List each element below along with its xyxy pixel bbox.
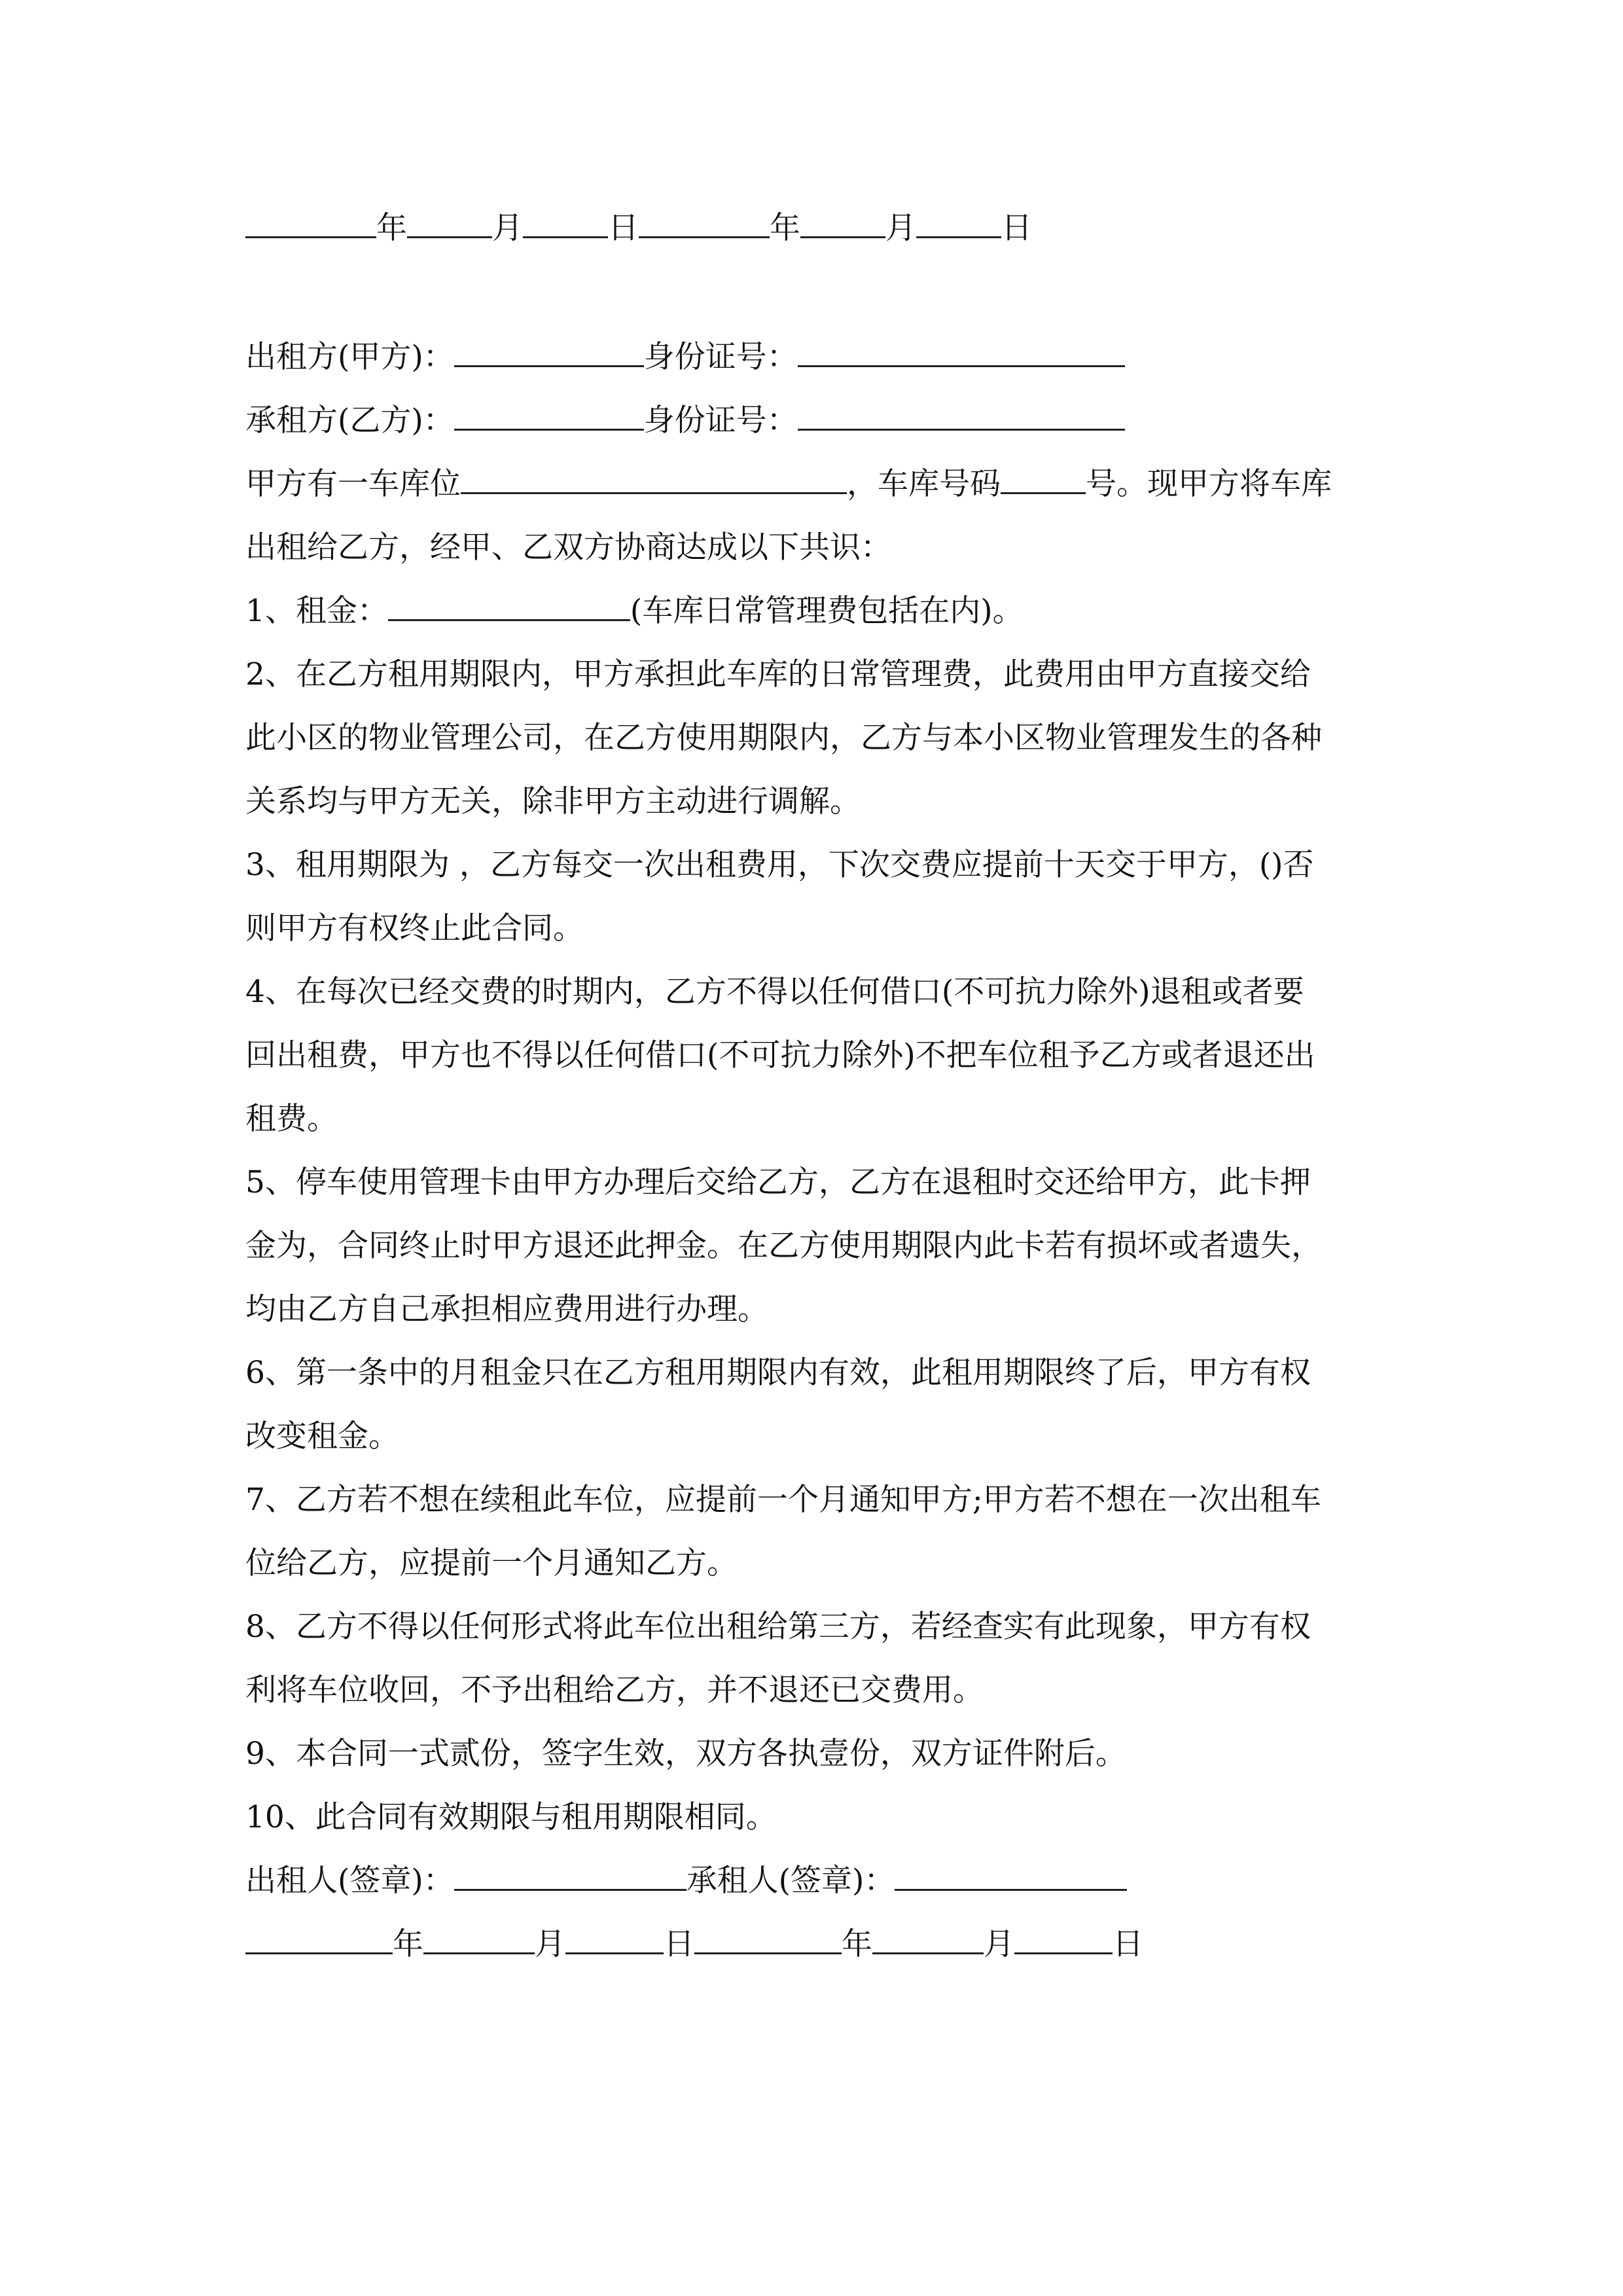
blank-day-4[interactable] — [1014, 1914, 1113, 1954]
intro-line-1 — [245, 452, 1332, 516]
lessor-name-blank[interactable] — [454, 327, 644, 367]
intro-text: 甲方有一车库位 — [245, 466, 461, 502]
signature-line — [245, 1849, 1127, 1912]
month-label: 月 — [984, 1926, 1014, 1962]
year-label: 年 — [842, 1926, 872, 1962]
lessor-line — [245, 325, 1125, 389]
lessee-name-blank[interactable] — [454, 391, 644, 431]
clause-3-line-2: 则甲方有权终止此合同。 — [245, 910, 584, 946]
blank-month-1[interactable] — [407, 198, 492, 238]
clause-text: (车库日常管理费包括在内)。 — [630, 593, 1024, 629]
blank-year-4[interactable] — [694, 1914, 842, 1954]
id-label: 身份证号： — [643, 403, 798, 439]
day-label: 日 — [1001, 210, 1032, 246]
blank-month-2[interactable] — [800, 198, 885, 238]
rent-blank[interactable] — [388, 581, 630, 621]
clause-6-line-2: 改变租金。 — [245, 1418, 399, 1454]
lessor-signature-blank[interactable] — [454, 1851, 687, 1891]
month-label: 月 — [492, 210, 523, 246]
clause-7-line-1: 7、乙方若不想在续租此车位，应提前一个月通知甲方;甲方若不想在一次出租车 — [245, 1482, 1321, 1518]
clause-9: 9、本合同一式贰份，签字生效，双方各执壹份，双方证件附后。 — [245, 1736, 1126, 1772]
intro-text: 号。现甲方将车库 — [1086, 466, 1332, 502]
month-label: 月 — [535, 1926, 565, 1962]
clause-7-line-2: 位给乙方，应提前一个月通知乙方。 — [245, 1545, 738, 1581]
blank-year-2[interactable] — [639, 198, 770, 238]
clause-5-line-1: 5、停车使用管理卡由甲方办理后交给乙方，乙方在退租时交还给甲方，此卡押 — [245, 1164, 1311, 1200]
month-label: 月 — [885, 210, 916, 246]
footer-date-line — [245, 1912, 1143, 1976]
clause-4-line-3: 租费。 — [245, 1101, 338, 1137]
id-label: 身份证号： — [643, 339, 798, 375]
lessee-line — [245, 389, 1125, 452]
clause-8-line-1: 8、乙方不得以任何形式将此车位出租给第三方，若经查实有此现象，甲方有权 — [245, 1609, 1311, 1645]
clause-5-line-3: 均由乙方自己承担相应费用进行办理。 — [245, 1291, 768, 1327]
blank-day-3[interactable] — [565, 1914, 664, 1954]
clause-2-line-1: 2、在乙方租用期限内，甲方承担此车库的日常管理费，此费用由甲方直接交给 — [245, 656, 1311, 692]
day-label: 日 — [1113, 1926, 1143, 1962]
clause-text: 1、租金： — [245, 593, 388, 629]
lessor-signature-label: 出租人(签章)： — [245, 1863, 454, 1899]
blank-day-1[interactable] — [523, 198, 608, 238]
year-label: 年 — [376, 210, 407, 246]
clause-2-line-3: 关系均与甲方无关，除非甲方主动进行调解。 — [245, 783, 861, 819]
blank-month-3[interactable] — [423, 1914, 535, 1954]
blank-day-2[interactable] — [916, 198, 1001, 238]
clause-5-line-2: 金为，合同终止时甲方退还此押金。在乙方使用期限内此卡若有损坏或者遗失， — [245, 1228, 1322, 1264]
year-label: 年 — [770, 210, 800, 246]
lessor-label: 出租方(甲方)： — [245, 339, 454, 375]
year-label: 年 — [393, 1926, 423, 1962]
clause-3-line-1: 3、租用期限为 ，乙方每交一次出租费用，下次交费应提前十天交于甲方，()否 — [245, 847, 1314, 883]
garage-location-blank[interactable] — [461, 454, 847, 494]
clause-4-line-1: 4、在每次已经交费的时期内，乙方不得以任何借口(不可抗力除外)退租或者要 — [245, 974, 1304, 1010]
intro-text: ，车库号码 — [847, 466, 1001, 502]
clause-2-line-2: 此小区的物业管理公司，在乙方使用期限内，乙方与本小区物业管理发生的各种 — [245, 720, 1322, 756]
blank-year-1[interactable] — [245, 198, 376, 238]
garage-number-blank[interactable] — [1001, 454, 1086, 494]
clause-6-line-1: 6、第一条中的月租金只在乙方租用期限内有效，此租用期限终了后，甲方有权 — [245, 1355, 1311, 1391]
header-date-line — [245, 196, 1032, 260]
lessee-signature-blank[interactable] — [895, 1851, 1127, 1891]
clause-10: 10、此合同有效期限与租用期限相同。 — [245, 1799, 777, 1835]
lessee-signature-label: 承租人(签章)： — [686, 1863, 895, 1899]
day-label: 日 — [664, 1926, 694, 1962]
blank-year-3[interactable] — [245, 1914, 393, 1954]
blank-month-4[interactable] — [872, 1914, 984, 1954]
lessee-label: 承租方(乙方)： — [245, 403, 454, 439]
clause-8-line-2: 利将车位收回，不予出租给乙方，并不退还已交费用。 — [245, 1672, 984, 1708]
intro-line-2: 出租给乙方，经甲、乙双方协商达成以下共识： — [245, 529, 891, 565]
clause-1 — [245, 579, 1024, 643]
clause-4-line-2: 回出租费，甲方也不得以任何借口(不可抗力除外)不把车位租予乙方或者退还出 — [245, 1037, 1315, 1073]
day-label: 日 — [608, 210, 639, 246]
lessor-id-blank[interactable] — [798, 327, 1125, 367]
lessee-id-blank[interactable] — [798, 391, 1125, 431]
